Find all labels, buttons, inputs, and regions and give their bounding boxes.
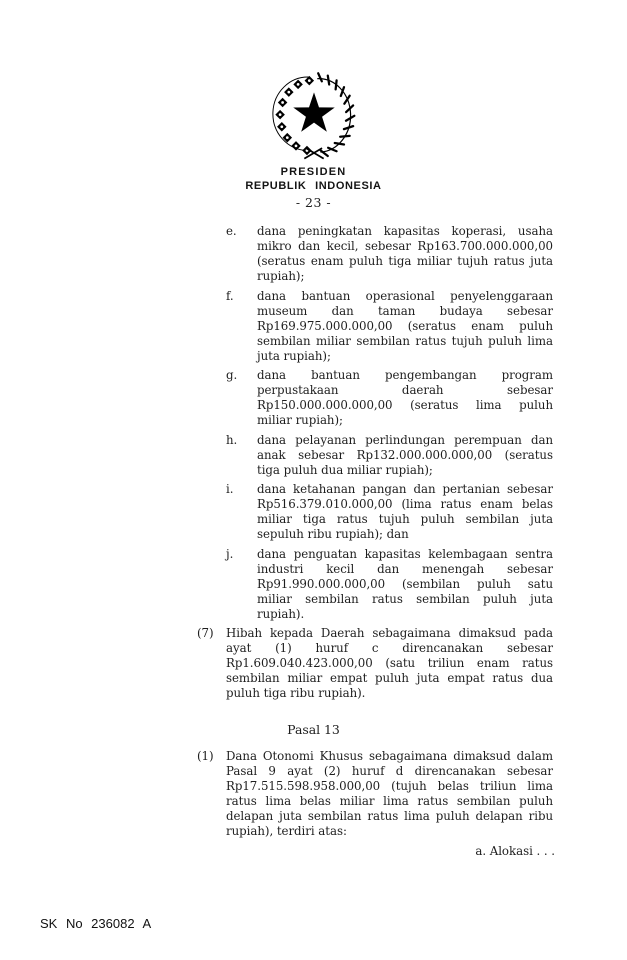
paragraph-text: Dana Otonomi Khusus sebagaimana dimaksud dalam Pasal 9 ayat (2) huruf d direncanakan sebesar Rp17.515.598.958.000,00 (tujuh belas triliun lima ratus lima belas miliar lima ratus sembilan puluh delapan juta sembilan ratus lima puluh delapan ribu rupiah), terdiri atas: — [226, 749, 553, 838]
list-item-marker: h. — [226, 432, 238, 447]
list-item-marker: e. — [226, 224, 237, 238]
paragraph-marker: (1) — [197, 749, 214, 763]
list-item-e — [226, 224, 627, 284]
list-item-i — [226, 482, 627, 542]
paragraph-text: Hibah kepada Daerah sebagaimana dimaksud pada ayat (1) huruf c direncanakan sebesar Rp1.609.040.423.000,00 (satu triliun enam ratus sembilan miliar empat puluh juta empat ratus dua puluh tiga ribu rupiah). — [226, 626, 553, 700]
list-item-marker: j. — [226, 546, 234, 561]
section-heading: Pasal 13 — [287, 722, 340, 737]
list-item-text: dana ketahanan pangan dan pertanian sebesar Rp516.379.010.000,00 (lima ratus enam belas miliar tiga ratus tujuh puluh sembilan juta sepuluh ribu rupiah); dan — [257, 482, 553, 541]
letterhead-line-1: PRESIDEN — [280, 166, 347, 178]
document-body — [0, 224, 627, 859]
page-number: - 23 - — [295, 195, 332, 210]
list-item-marker: i. — [226, 482, 234, 496]
list-item-f — [226, 289, 627, 364]
doc-code-footer: SK No 236082 A — [40, 916, 152, 931]
catchword: a. Alokasi . . . — [475, 843, 555, 858]
list-item-text: dana bantuan pengembangan program perpustakaan daerah sebesar Rp150.000.000.000,00 (seratus lima puluh miliar rupiah); — [257, 368, 553, 427]
list-item-text: dana pelayanan perlindungan perempuan dan anak sebesar Rp132.000.000.000,00 (seratus tiga puluh dua miliar rupiah); — [257, 432, 553, 477]
list-item-marker: f. — [226, 288, 234, 303]
letterhead — [0, 69, 627, 210]
presidential-seal-icon — [270, 69, 358, 161]
paragraph-marker: (7) — [197, 626, 214, 640]
paragraph-1 — [197, 749, 627, 839]
star-icon — [293, 92, 334, 131]
list-item-j — [226, 547, 627, 622]
list-item-marker: g. — [226, 368, 238, 382]
letterhead-line-2: REPUBLIK INDONESIA — [245, 180, 382, 192]
list-item-g — [226, 368, 627, 428]
list-item-text: dana penguatan kapasitas kelembagaan sentra industri kecil dan menengah sebesar Rp91.990.000.000,00 (sembilan puluh satu miliar sembilan ratus sembilan puluh juta rupiah). — [257, 546, 553, 621]
list-item-h — [226, 433, 627, 478]
list-item-text: dana bantuan operasional penyelenggaraan museum dan taman budaya sebesar Rp169.975.000.000,00 (seratus enam puluh sembilan miliar sembilan ratus tujuh puluh lima juta rupiah); — [257, 288, 553, 363]
paragraph-7 — [197, 626, 627, 701]
list-item-text: dana peningkatan kapasitas koperasi, usaha mikro dan kecil, sebesar Rp163.700.000.000,00 (seratus enam puluh tiga miliar tujuh ratus juta rupiah); — [257, 224, 553, 283]
